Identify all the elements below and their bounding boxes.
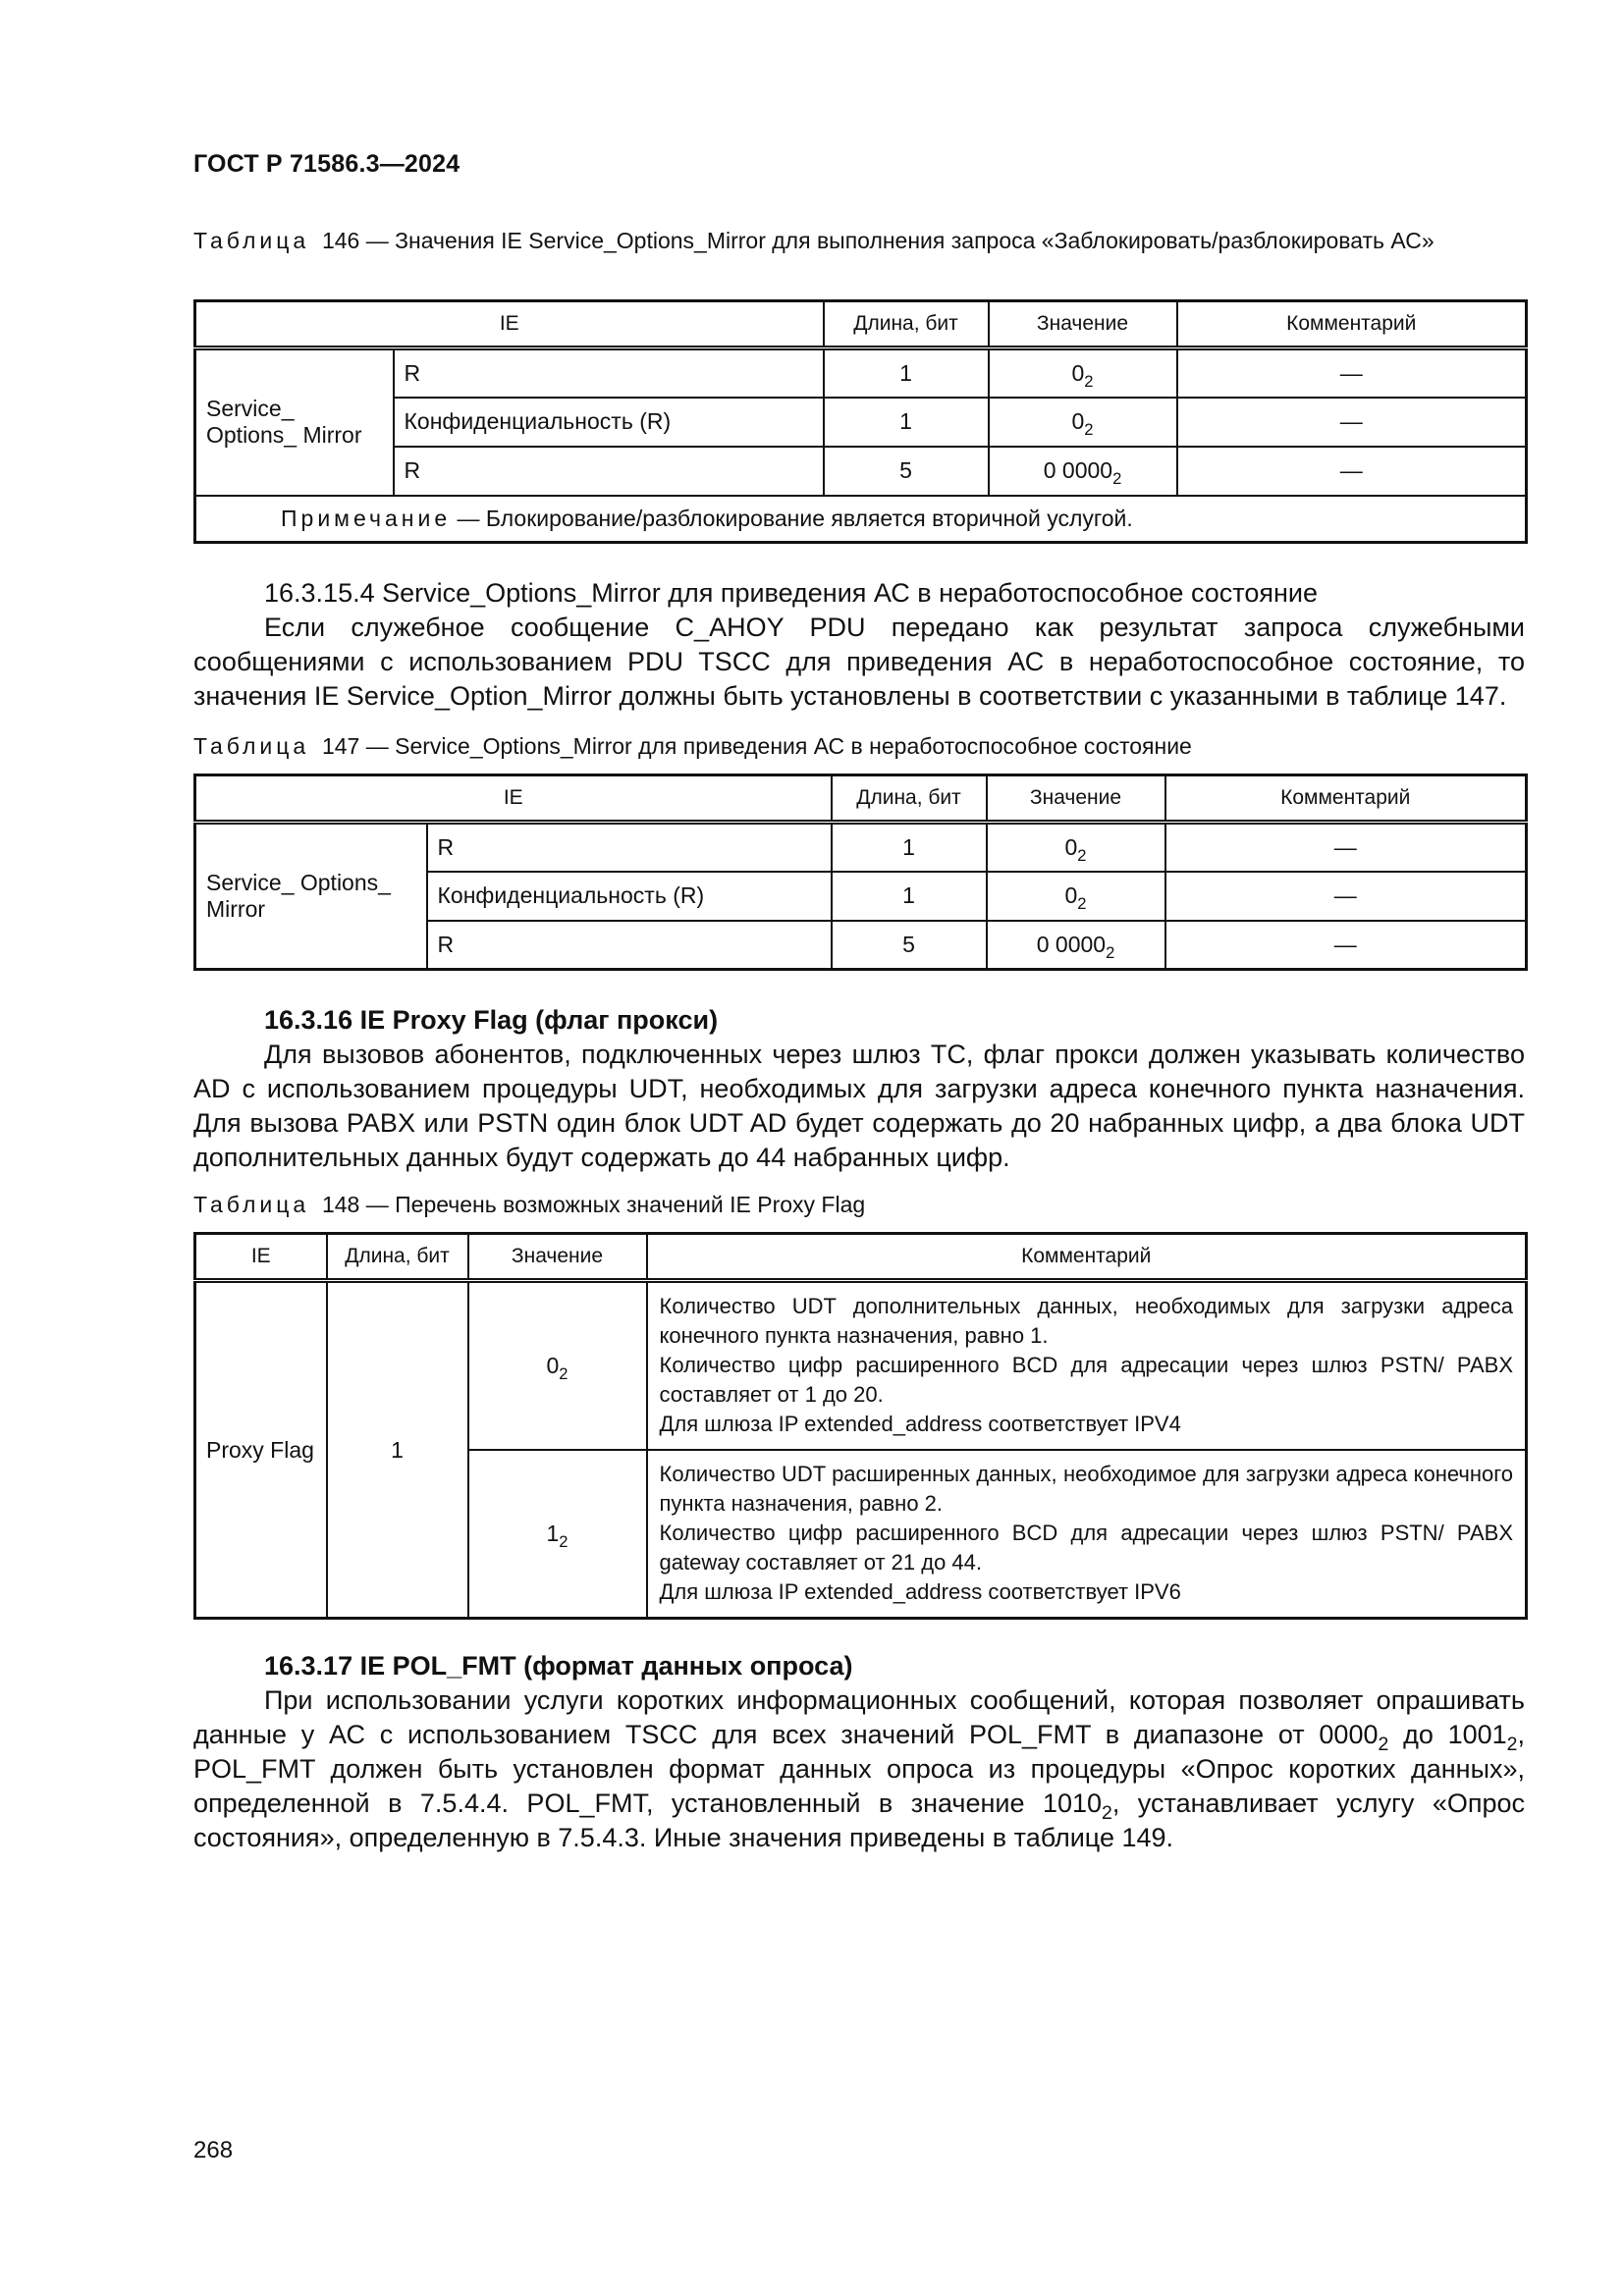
section-title: 16.3.16 IE Proxy Flag (флаг прокси): [264, 1005, 719, 1035]
comment-line: Количество UDT дополнительных данных, необходимых для загрузки адреса конечного пункта назначения, равно 1.: [659, 1294, 1513, 1349]
section-title: 16.3.17 IE POL_FMT (формат данных опроса): [264, 1651, 853, 1681]
comment-line: Для шлюза IP extended_address соответствует IPV4: [659, 1412, 1181, 1437]
caption-text: 147 — Service_Options_Mirror для приведения АС в неработоспособное состояние: [321, 733, 1192, 759]
table-row: [195, 1281, 1527, 1450]
field-cell: R: [427, 921, 832, 970]
group-cell: Service_ Options_ Mirror: [195, 348, 394, 496]
value-cell: $0_2$: [468, 1281, 647, 1450]
field-cell: R: [394, 447, 824, 496]
col-header-value: Значение: [989, 301, 1177, 348]
col-header-value: Значение: [987, 775, 1165, 823]
col-header-comment: Комментарий: [1165, 775, 1527, 823]
col-header-value: Значение: [468, 1234, 647, 1281]
caption-word: Таблица: [193, 1192, 310, 1217]
caption-word: Таблица: [193, 733, 310, 759]
col-header-ie: IE: [195, 1234, 327, 1281]
comment-cell: —: [1177, 348, 1527, 398]
section-16-3-16: [193, 1003, 1525, 1175]
table-146-caption: [193, 226, 1519, 255]
table-148: [193, 1232, 1528, 1620]
comment-line: Для шлюза IP extended_address соответствует IPV6: [659, 1579, 1181, 1605]
field-cell: R: [394, 348, 824, 398]
value-cell: 0 $0000_2$: [989, 447, 1177, 496]
col-header-comment: Комментарий: [647, 1234, 1527, 1281]
length-cell: 5: [824, 447, 989, 496]
table-row: [195, 447, 1527, 496]
length-cell: 5: [832, 921, 987, 970]
section-16-3-17: [193, 1649, 1525, 1855]
col-header-comment: Комментарий: [1177, 301, 1527, 348]
table-note-row: [195, 496, 1527, 543]
comment-cell: —: [1165, 921, 1527, 970]
comment-line: Количество цифр расширенного BCD для адресации через шлюз PSTN/ PABX gateway составляет от 21 до 44.: [659, 1521, 1513, 1575]
comment-cell: [647, 1281, 1527, 1450]
col-header-length: Длина, бит: [824, 301, 989, 348]
caption-word: Таблица: [193, 228, 310, 253]
section-16-3-15-4: [193, 576, 1525, 714]
field-cell: Конфиденциальность (R): [394, 398, 824, 447]
length-cell: 1: [832, 823, 987, 872]
col-header-ie: IE: [195, 775, 832, 823]
field-cell: R: [427, 823, 832, 872]
document-header: ГОСТ Р 71586.3—2024: [193, 150, 460, 178]
comment-cell: —: [1165, 823, 1527, 872]
comment-cell: —: [1177, 398, 1527, 447]
length-cell: 1: [327, 1281, 468, 1619]
col-header-length: Длина, бит: [327, 1234, 468, 1281]
page-number: 268: [193, 2137, 234, 2163]
field-cell: Конфиденциальность (R): [427, 872, 832, 921]
table-row: [195, 348, 1527, 398]
comment-cell: —: [1177, 447, 1527, 496]
col-header-length: Длина, бит: [832, 775, 987, 823]
caption-text: 146 — Значения IE Service_Options_Mirror для выполнения запроса «Заблокировать/разблокировать АС»: [321, 228, 1435, 253]
section-body: При использовании услуги коротких информационных сообщений, которая позволяет опрашивать данные у АС с использованием TSCC для всех значений POL_FMT в диапазоне от $0000_2$ до $1001_2$, POL_FMT должен быть установлен формат данных опроса из процедуры «Опрос коротких данных», определенной в 7.5.4.4. POL_FMT, установленный в значение $1010_2$, устанавливает услугу «Опрос состояния», определенную в 7.5.4.3. Иные значения приведены в таблице 149.: [193, 1685, 1526, 1852]
table-147-caption: [193, 731, 1519, 761]
table-note: Примечание — Блокирование/разблокирование является вторичной услугой.: [195, 496, 1527, 543]
table-146: [193, 299, 1528, 544]
length-cell: 1: [832, 872, 987, 921]
value-cell: $0_2$: [987, 872, 1165, 921]
table-row: [195, 398, 1527, 447]
section-title: 16.3.15.4 Service_Options_Mirror для приведения АС в неработоспособное состояние: [264, 578, 1318, 608]
group-cell: Service_ Options_ Mirror: [195, 823, 427, 970]
table-147: [193, 774, 1528, 971]
comment-line: Количество цифр расширенного BCD для адресации через шлюз PSTN/ PABX составляет от 1 до 20.: [659, 1353, 1513, 1408]
section-body: Для вызовов абонентов, подключенных через шлюз ТС, флаг прокси должен указывать количество AD с использованием процедуры UDT, необходимых для загрузки адреса конечного пункта назначения. Для вызова PABX или PSTN один блок UDT AD будет содержать до 20 набранных цифр, а два блока UDT дополнительных данных будут содержать до 44 набранных цифр.: [193, 1040, 1525, 1172]
comment-cell: [647, 1450, 1527, 1619]
value-cell: $0_2$: [987, 823, 1165, 872]
caption-text: 148 — Перечень возможных значений IE Proxy Flag: [321, 1192, 866, 1217]
value-cell: $0_2$: [989, 398, 1177, 447]
value-cell: 0 $0000_2$: [987, 921, 1165, 970]
length-cell: 1: [824, 398, 989, 447]
table-148-caption: [193, 1190, 1519, 1219]
col-header-ie: IE: [195, 301, 824, 348]
ie-cell: Proxy Flag: [195, 1281, 327, 1619]
table-row: [195, 823, 1527, 872]
comment-cell: —: [1165, 872, 1527, 921]
comment-line: Количество UDT расширенных данных, необходимое для загрузки адреса конечного пункта назначения, равно 2.: [659, 1462, 1513, 1517]
length-cell: 1: [824, 348, 989, 398]
section-body: Если служебное сообщение C_AHOY PDU передано как результат запроса служебными сообщениями с использованием PDU TSCC для приведения АС в неработоспособное состояние, то значения IE Service_Option_Mirror должны быть установлены в соответствии с указанными в таблице 147.: [193, 613, 1525, 711]
value-cell: $0_2$: [989, 348, 1177, 398]
value-cell: $1_2$: [468, 1450, 647, 1619]
